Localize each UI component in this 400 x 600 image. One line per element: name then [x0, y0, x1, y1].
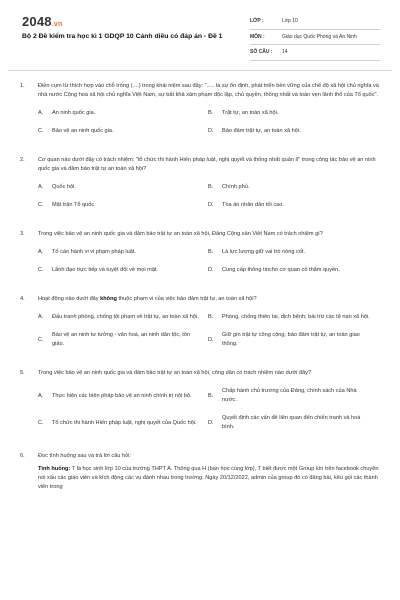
question-text	[38, 295, 380, 304]
meta-value: Lớp 10	[282, 18, 298, 25]
option-text: Mặt trận Tổ quốc.	[52, 202, 96, 208]
option-a[interactable]	[38, 387, 208, 405]
option-text: Cung cấp thông tincho cơ quan có thẩm quyền.	[222, 267, 340, 273]
option-d[interactable]	[208, 266, 378, 275]
option-b[interactable]	[208, 183, 378, 192]
question-text-emphasis: không	[100, 296, 117, 302]
option-text: Phòng, chống thiên tai, dịch bệnh; bài trừ các tệ nạn xã hội.	[222, 314, 370, 320]
option-a[interactable]	[38, 248, 208, 257]
meta-label: LỚP :	[250, 18, 264, 25]
option-text: Chấp hành chủ trương của Đảng, chính sách của Nhà nước.	[222, 388, 357, 403]
option-text: Quốc hội.	[52, 184, 76, 190]
site-logo[interactable]	[22, 14, 62, 29]
option-b[interactable]	[208, 387, 378, 405]
meta-label: MÔN :	[250, 33, 265, 40]
option-c[interactable]	[38, 266, 208, 275]
answer-options	[38, 387, 380, 441]
meta-row-count	[250, 45, 380, 61]
question-2	[0, 156, 400, 219]
option-letter: B.	[208, 184, 214, 190]
question-text-part: Hoạt động nào dưới đây	[38, 296, 101, 302]
option-letter: D.	[208, 202, 214, 208]
question-text: Đọc tình huống sau và trả lời câu hỏi:	[38, 453, 131, 459]
option-text: Là lực lượng giữ vai trò nòng cốt.	[222, 249, 305, 255]
option-text: Chính phủ.	[222, 184, 250, 190]
question-number: 5.	[20, 370, 25, 376]
logo-text: 2048	[22, 14, 52, 29]
option-letter: B.	[208, 392, 214, 399]
question-list	[0, 82, 400, 503]
option-letter: D.	[208, 419, 214, 426]
document-header	[0, 0, 400, 62]
question-text: Trong việc bảo vệ an ninh quốc gia và đảm bảo trật tự an toàn xã hội, Đảng Cộng sản Việt Nam có trách nhiệm gì?	[38, 231, 323, 237]
question-4	[0, 295, 400, 358]
logo-suffix: .vn	[51, 21, 63, 28]
option-c[interactable]	[38, 331, 208, 349]
header-divider	[8, 70, 392, 71]
option-c[interactable]	[38, 414, 208, 432]
question-number: 2.	[20, 157, 25, 163]
option-letter: D.	[208, 267, 214, 273]
option-d[interactable]	[208, 201, 378, 210]
answer-options	[38, 313, 380, 358]
option-letter: A.	[38, 392, 44, 399]
meta-row-subject	[250, 30, 380, 46]
option-text: Lãnh đạo trực tiếp và tuyệt đối về mọi mặt.	[52, 267, 159, 273]
question-text: Điền cụm từ thích hợp vào chỗ trống (....) trong khái niệm sau đây: "..... là sự ổn định, phát triển bền vững của chế độ xã hội chủ nghĩa và nhà nước Cộng hoà xã hội chủ nghĩa Việt Nam, sự bất khả xâm phạm độc lập, chủ quyền, thống nhất và toàn vẹn lãnh thổ của Tổ quốc".	[38, 83, 379, 98]
option-letter: B.	[208, 110, 214, 116]
option-c[interactable]	[38, 127, 208, 136]
meta-label: SỐ CÂU :	[250, 49, 273, 56]
option-c[interactable]	[38, 201, 208, 210]
option-letter: C.	[38, 202, 44, 208]
option-letter: D.	[208, 336, 214, 343]
question-number: 1.	[20, 83, 25, 89]
question-number: 6.	[20, 453, 25, 459]
option-d[interactable]	[208, 127, 378, 136]
option-letter: D.	[208, 128, 214, 134]
option-text: Đấu tranh phòng, chống tội phạm về trật tự, an toàn xã hội.	[52, 314, 199, 320]
question-1	[0, 82, 400, 145]
option-letter: A.	[38, 184, 44, 190]
option-text: Tòa án nhân dân tối cao.	[222, 202, 284, 208]
question-number: 4.	[20, 296, 25, 302]
option-text: Bảo vệ an ninh tư tưởng - văn hoá, an ninh dân tộc, tôn giáo.	[52, 332, 191, 347]
option-text: An ninh quốc gia.	[52, 110, 96, 116]
option-text: Bảo đảm trật tự, an toàn xã hội.	[222, 128, 301, 134]
question-text: Trong việc bảo vệ an ninh quốc gia và đảm bảo trật tự an toàn xã hội, công dân có trách nhiệm nào dưới đây?	[38, 370, 312, 376]
option-letter: B.	[208, 314, 214, 320]
option-d[interactable]	[208, 331, 378, 349]
situation-text	[38, 465, 380, 492]
option-a[interactable]	[38, 313, 208, 322]
option-letter: B.	[208, 249, 214, 255]
question-3	[0, 230, 400, 284]
meta-value: Giáo dục Quốc Phòng và An Ninh	[282, 33, 357, 40]
document-meta	[250, 14, 380, 61]
option-letter: A.	[38, 249, 44, 255]
option-b[interactable]	[208, 109, 378, 118]
option-text: Quyết định các vấn đề liên quan đến chiến tranh và hoà bình.	[222, 415, 361, 430]
option-text: Tổ chức thi hành Hiến pháp luật, nghị quyết của Quốc hội.	[52, 419, 197, 426]
option-letter: C.	[38, 419, 44, 426]
question-number: 3.	[20, 231, 25, 237]
option-letter: C.	[38, 336, 44, 343]
option-a[interactable]	[38, 183, 208, 192]
option-letter: C.	[38, 128, 44, 134]
option-text: Giữ gìn trật tự công cộng, bảo đảm trật tự, an toàn giao thông.	[222, 332, 360, 347]
option-b[interactable]	[208, 313, 378, 322]
situation-label: Tình huống:	[38, 466, 71, 472]
option-text: Bảo vệ an ninh quốc gia.	[52, 128, 114, 134]
option-letter: C.	[38, 267, 44, 273]
question-text: Cơ quan nào dưới đây có trách nhiệm: "tổ chức thi hành Hiến pháp luật, nghị quyết và thống nhất quản lí" trong công tác bảo vệ an ninh quốc gia và đảm bảo trật tự an toàn xã hội?	[38, 157, 376, 172]
question-text-part: thuộc phạm vi của việc bảo đảm trật tự, an toàn xã hội?	[116, 296, 257, 302]
option-text: Thực hiện các biện pháp bảo vệ an ninh chính trị nội bộ.	[52, 392, 192, 399]
situation-body: T là học sinh lớp 10 của trường THPT A. Thông qua H (bạn học cùng lớp), T biết được một Group kín trên facebook chuyên nói xấu các giáo viên và kích động các vụ đánh nhau trong trường. Ngày 20/12/2022, admin của group đó có đăng bài, kêu gọi các thành viên trong	[38, 466, 379, 490]
answer-options	[38, 183, 380, 219]
option-a[interactable]	[38, 109, 208, 118]
question-5	[0, 369, 400, 441]
answer-options	[38, 248, 380, 284]
meta-row-class	[250, 14, 380, 30]
question-6	[0, 452, 400, 492]
document-title: Bộ 2 Đề kiểm tra học kì 1 GDQP 10 Cánh diều có đáp án - Đề 1	[22, 33, 223, 40]
option-text: Tố cáo hành vi vi phạm pháp luật.	[52, 249, 136, 255]
option-d[interactable]	[208, 414, 378, 432]
option-letter: A.	[38, 314, 44, 320]
option-letter: A.	[38, 110, 44, 116]
meta-value: 14	[282, 49, 288, 56]
answer-options	[38, 109, 380, 145]
option-b[interactable]	[208, 248, 378, 257]
option-text: Trật tự, an toàn xã hội.	[222, 110, 279, 116]
